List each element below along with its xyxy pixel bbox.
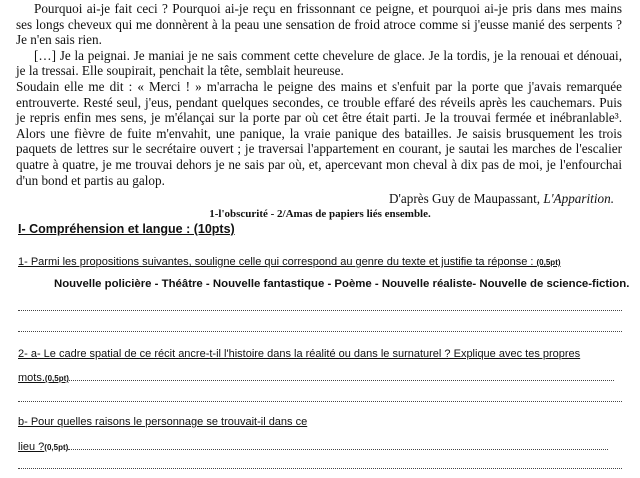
answer-line[interactable] xyxy=(18,309,622,311)
question-2b-points: (0,5pt) xyxy=(44,443,69,452)
question-2a-cont: mots. xyxy=(18,372,45,384)
source-work-title: L'Apparition. xyxy=(543,191,614,206)
answer-line[interactable] xyxy=(68,448,608,450)
answer-line[interactable] xyxy=(18,467,622,469)
question-1-points: (0,5pt) xyxy=(536,258,561,267)
question-2b-text: b- Pour quelles raisons le personnage se trouvait-il dans ce xyxy=(18,416,308,428)
passage-paragraph-2: […] Je la peignai. Je maniai je ne sais comment cette chevelure de glace. Je la tordis, je la renouai et dénouai, je la tressai. Elle soupirait, penchait la tête, semblait heureuse. xyxy=(16,47,622,79)
question-2a xyxy=(18,348,580,360)
answer-line[interactable] xyxy=(18,400,622,402)
answer-line[interactable] xyxy=(69,379,614,381)
question-2a-text: 2- a- Le cadre spatial de ce récit ancre-t-il l'histoire dans la réalité ou dans le surnaturel ? Explique avec tes propres xyxy=(18,348,581,360)
passage-paragraph-1: Pourquoi ai-je fait ceci ? Pourquoi ai-je reçu en frissonnant ce peigne, et pourquoi ai-je pris dans mes mains ses longs cheveux qui me donnèrent à la peau une sensation de froid atroce comme si j'eusse manié des serpents ? Je n'en sais rien. xyxy=(16,1,622,48)
answer-line[interactable] xyxy=(18,330,622,332)
question-2b-cont: lieu ? xyxy=(18,441,45,453)
footnotes: 1-l'obscurité - 2/Amas de papiers liés ensemble. xyxy=(209,208,431,220)
question-2b-continuation xyxy=(18,441,608,453)
question-1-text: 1- Parmi les propositions suivantes, souligne celle qui correspond au genre du texte et justifie ta réponse : xyxy=(18,256,537,268)
question-2b xyxy=(18,416,307,428)
source-author: D'après Guy de Maupassant, xyxy=(389,191,544,206)
genre-options: Nouvelle policière - Théâtre - Nouvelle fantastique - Poème - Nouvelle réaliste- Nouvelle de science-fiction. xyxy=(54,278,630,290)
section-title: I- Compréhension et langue : (10pts) xyxy=(18,222,235,236)
text-passage xyxy=(16,1,622,188)
question-1 xyxy=(18,256,561,268)
question-2a-continuation xyxy=(18,372,614,384)
question-2a-points: (0,5pt) xyxy=(44,374,69,383)
passage-paragraph-3: Soudain elle me dit : « Merci ! » m'arracha le peigne des mains et s'enfuit par la porte que j'avais remarquée entrouverte. Resté seul, j'eus, pendant quelques secondes, ce trouble effaré des réveils après les cauchemars. Puis je repris enfin mes sens, je m'élançai sur la porte par où cet être était parti. Je la trouvai fermée et inébranlable³. Alors une fièvre de fuite m'envahit, une panique, la vraie panique des batailles. Je saisis brusquement les trois paquets de lettres sur le secrétaire ouvert ; je traversai l'appartement en courant, je sautai les marches de l'escalier quatre à quatre, je me trouvai dehors je ne sais par où, et, apercevant mon cheval à dix pas de moi, je l'enfourchai d'un bond et partis au galop. xyxy=(16,78,622,188)
source-attribution xyxy=(389,191,614,207)
